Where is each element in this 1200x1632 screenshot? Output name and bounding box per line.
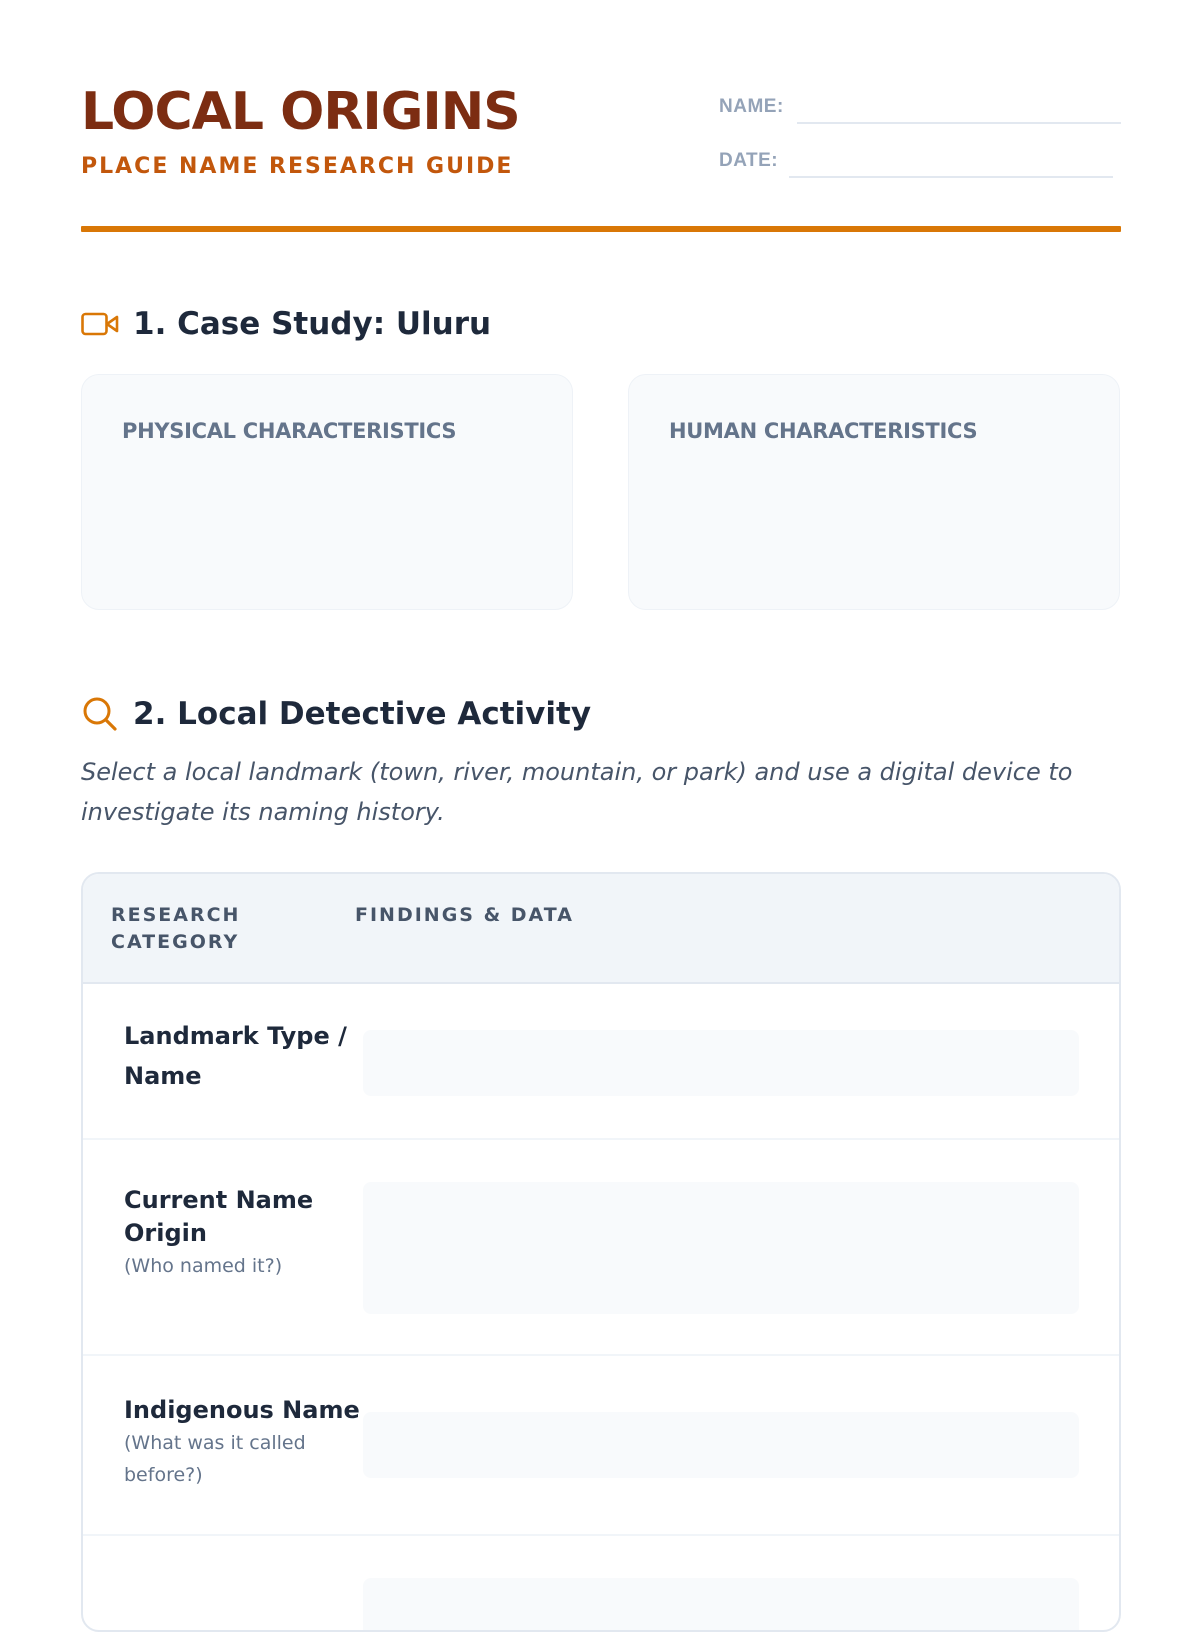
worksheet-subtitle: PLACE NAME RESEARCH GUIDE bbox=[81, 154, 514, 179]
activity-instructions: Select a local landmark (town, river, mountain, or park) and use a digital device to investigate its naming history. bbox=[81, 758, 1073, 826]
findings-field[interactable] bbox=[363, 1412, 1079, 1478]
video-icon bbox=[81, 309, 119, 339]
column-header-findings: FINDINGS & DATA bbox=[355, 904, 574, 926]
findings-field[interactable] bbox=[363, 1182, 1079, 1314]
worksheet-header bbox=[81, 76, 1121, 236]
human-characteristics-box[interactable] bbox=[628, 374, 1120, 610]
human-characteristics-label: HUMAN CHARACTERISTICS bbox=[669, 419, 978, 443]
table-row bbox=[83, 984, 1119, 1140]
table-row bbox=[83, 1536, 1119, 1632]
section-case-study-heading bbox=[81, 302, 491, 346]
section-detective-title: 2. Local Detective Activity bbox=[133, 696, 592, 732]
physical-characteristics-box[interactable] bbox=[81, 374, 573, 610]
column-header-research-category: RESEARCH CATEGORY bbox=[111, 904, 241, 953]
section-detective-heading bbox=[81, 692, 591, 736]
row-category-title: Landmark Type / Name bbox=[124, 1022, 347, 1090]
row-category-hint: (What was it called before?) bbox=[124, 1432, 306, 1486]
physical-characteristics-label: PHYSICAL CHARACTERISTICS bbox=[122, 419, 457, 443]
table-row bbox=[83, 1356, 1119, 1536]
name-label: NAME: bbox=[719, 96, 784, 117]
date-field[interactable] bbox=[789, 176, 1113, 178]
section-case-study-title: 1. Case Study: Uluru bbox=[133, 306, 492, 342]
row-category-title: Current Name Origin bbox=[124, 1186, 314, 1247]
header-divider bbox=[81, 226, 1121, 232]
date-label: DATE: bbox=[719, 150, 779, 171]
row-category-title: Indigenous Name bbox=[124, 1396, 360, 1424]
worksheet-title: LOCAL ORIGINS bbox=[81, 82, 520, 142]
name-field[interactable] bbox=[797, 122, 1121, 124]
row-category bbox=[124, 1394, 364, 1491]
findings-field[interactable] bbox=[363, 1030, 1079, 1096]
research-table bbox=[81, 872, 1121, 1632]
search-icon bbox=[81, 699, 119, 729]
row-category-hint: (Who named it?) bbox=[124, 1255, 283, 1277]
table-row bbox=[83, 1140, 1119, 1356]
table-header bbox=[83, 874, 1119, 984]
row-category bbox=[124, 1184, 364, 1282]
date-row bbox=[719, 138, 1121, 178]
name-row bbox=[719, 84, 1121, 124]
findings-field[interactable] bbox=[363, 1578, 1079, 1632]
row-category bbox=[124, 1016, 364, 1096]
